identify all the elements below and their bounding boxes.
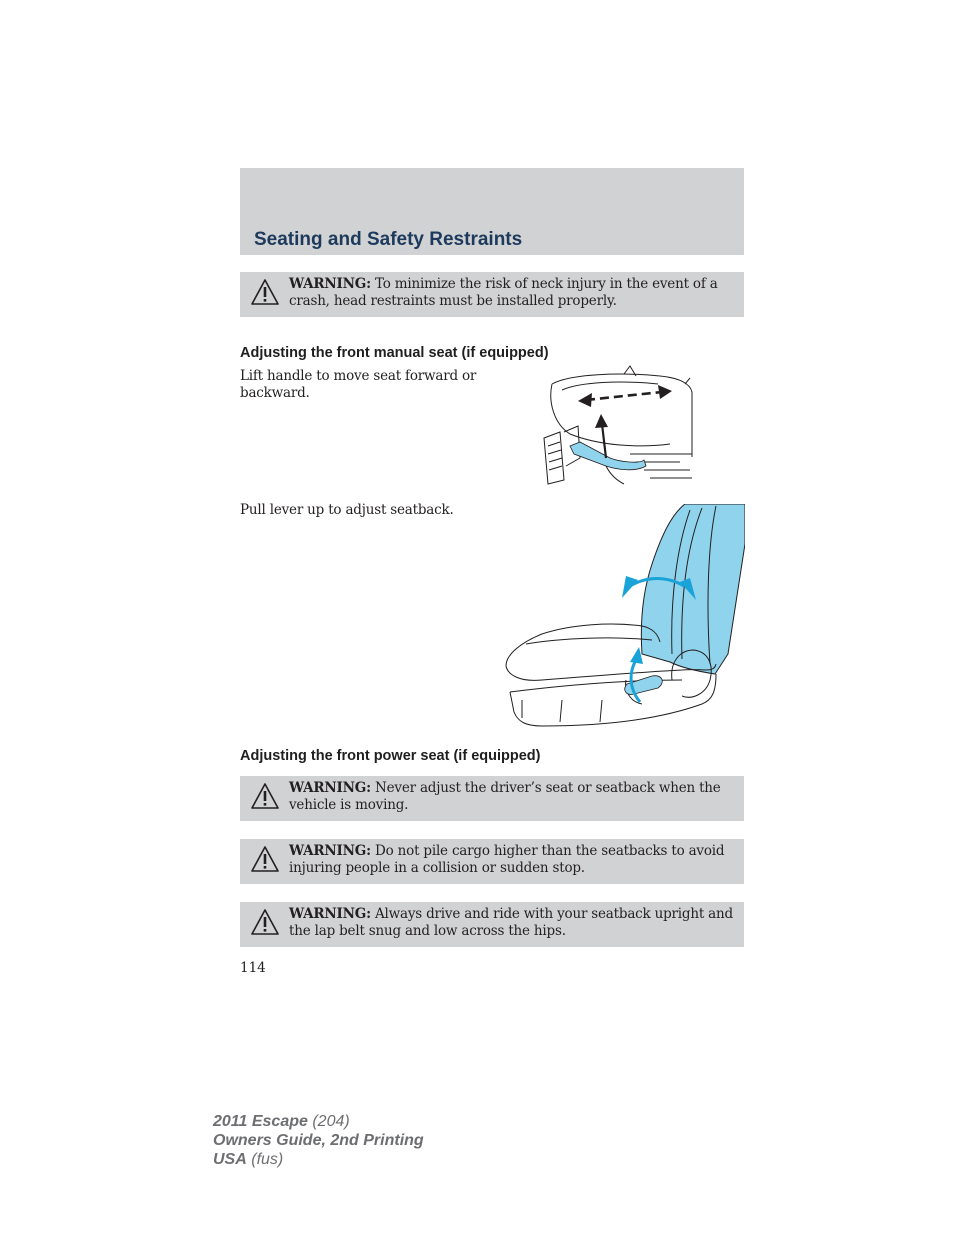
- warning-box-head-restraints: [240, 272, 744, 317]
- footer-market: USA: [213, 1151, 247, 1168]
- power-seat-heading: Adjusting the front power seat (if equipped): [240, 748, 541, 764]
- page-number: 114: [240, 960, 266, 976]
- manual-seat-heading: Adjusting the front manual seat (if equipped): [240, 345, 549, 361]
- warning-box-seatback-upright: [240, 902, 744, 947]
- warning-message: Always drive and ride with your seatback upright and the lap belt snug and low across the hips.: [289, 906, 733, 939]
- warning-label: WARNING:: [289, 906, 371, 922]
- seatback-instruction: Pull lever up to adjust seatback.: [240, 502, 454, 518]
- warning-box-seat-adjust: [240, 776, 744, 821]
- section-header-band: [240, 168, 744, 255]
- document-footer: [213, 1112, 424, 1169]
- warning-text: [289, 276, 738, 310]
- warning-triangle-icon: [250, 278, 280, 306]
- footer-model: 2011 Escape: [213, 1113, 308, 1130]
- warning-text: [289, 906, 738, 940]
- footer-market-line: [213, 1150, 424, 1169]
- footer-guide: Owners Guide, 2nd Printing: [213, 1132, 424, 1149]
- warning-message: Do not pile cargo higher than the seatbacks to avoid injuring people in a collision or sudden stop.: [289, 843, 725, 876]
- warning-label: WARNING:: [289, 843, 371, 859]
- warning-label: WARNING:: [289, 276, 371, 292]
- warning-message: Never adjust the driver’s seat or seatback when the vehicle is moving.: [289, 780, 721, 813]
- footer-guide-line: [213, 1131, 424, 1150]
- warning-triangle-icon: [250, 782, 280, 810]
- section-title: Seating and Safety Restraints: [254, 229, 523, 250]
- manual-seat-instruction: Lift handle to move seat forward or backward.: [240, 368, 477, 401]
- seat-track-handle-illustration: [540, 362, 696, 488]
- warning-text: [289, 780, 738, 814]
- warning-message: To minimize the risk of neck injury in the event of a crash, head restraints must be installed properly.: [289, 276, 718, 309]
- footer-model-line: [213, 1112, 424, 1131]
- warning-label: WARNING:: [289, 780, 371, 796]
- warning-text: [289, 843, 738, 877]
- warning-triangle-icon: [250, 845, 280, 873]
- footer-market-code: (fus): [251, 1151, 284, 1168]
- seatback-recline-illustration: [502, 504, 745, 734]
- footer-model-code: (204): [312, 1113, 350, 1130]
- warning-triangle-icon: [250, 908, 280, 936]
- warning-box-cargo: [240, 839, 744, 884]
